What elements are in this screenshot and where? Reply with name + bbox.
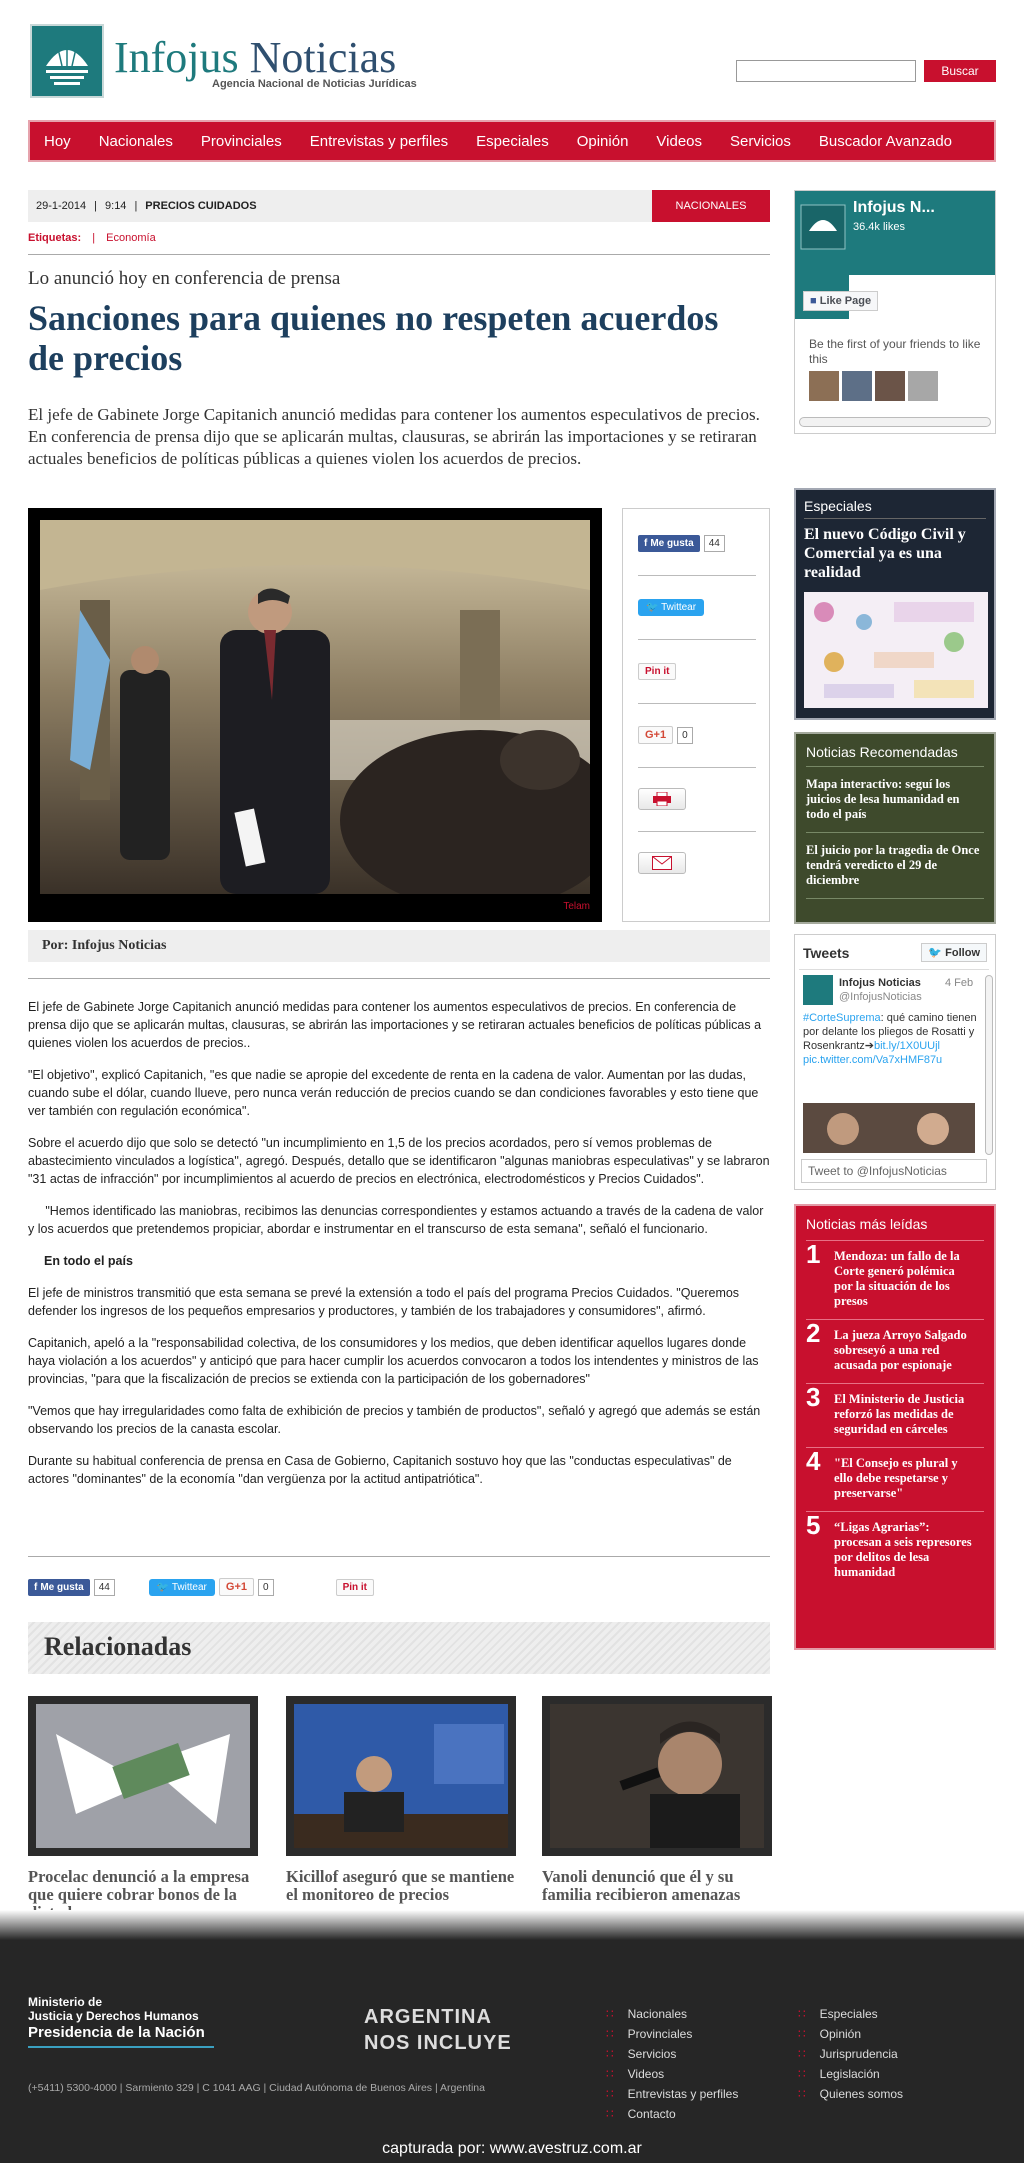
related-title: Relacionadas	[44, 1632, 192, 1661]
related-header	[28, 1622, 770, 1674]
fb-like-label: Me gusta	[650, 537, 694, 549]
footer-fade	[0, 1910, 1024, 1940]
article-kicker: Lo anunció hoy en conferencia de prensa	[28, 268, 341, 289]
nav-item-provinciales[interactable]: Provinciales	[200, 132, 282, 150]
divider	[638, 639, 756, 640]
footer-link[interactable]: ∷ Entrevistas y perfiles	[606, 2084, 738, 2104]
fb-like-button[interactable]	[638, 535, 700, 552]
footer-link[interactable]: ∷ Legislación	[798, 2064, 903, 2084]
facebook-page-widget	[794, 190, 996, 434]
tweet-handle[interactable]: @InfojusNoticias	[839, 991, 922, 1003]
mas-leida-title[interactable]: “Ligas Agrarias”: procesan a seis represores por delitos de lesa humanidad	[834, 1520, 972, 1579]
divider	[28, 1556, 770, 1557]
related-card[interactable]	[542, 1696, 772, 1904]
pin-it-button[interactable]: Pin it	[336, 1579, 374, 1596]
especiales-image[interactable]	[804, 592, 988, 708]
especiales-title[interactable]: El nuevo Código Civil y Comercial ya es una realidad	[804, 526, 966, 581]
search-button[interactable]: Buscar	[924, 60, 996, 82]
logo-second: Noticias	[249, 33, 397, 82]
divider	[28, 2046, 214, 2048]
article-lead: El jefe de Gabinete Jorge Capitanich anunció medidas para contener los aumentos especulativos de precios. En conferencia de prensa dijo que se aplicarán multas, clausuras, se abrirán las importaciones y se retiraran actuales beneficios de políticas públicas a quienes violen los acuerdos de precios.	[28, 405, 760, 468]
tweet-avatar[interactable]	[803, 975, 833, 1005]
twitter-widget	[638, 597, 704, 617]
tweet-media[interactable]	[803, 1103, 975, 1153]
nav-item-videos[interactable]: Videos	[656, 132, 703, 150]
tags-label: Etiquetas:	[28, 232, 82, 244]
related-title-link[interactable]: Kicillof aseguró que se mantiene el monitoreo de precios	[286, 1867, 515, 1904]
tweet-label: Twittear	[171, 1581, 207, 1593]
tweet-label: Twittear	[661, 601, 697, 613]
body-paragraph: Capitanich, apeló a la "responsabilidad colectiva, de los consumidores y los medios, que deben identificar aquellos lugares donde haya violación a los acuerdos" y anticipó que para hacer cumplir los acuerdos convocaron a todos los intendentes y ministros de las provincias, "para que la fiscalización de precios se extienda con la participación de los gobernadores"	[28, 1336, 759, 1386]
fb-like-count: 44	[94, 1579, 115, 1596]
footer-ministerio[interactable]	[28, 1995, 199, 2023]
recomendada-link[interactable]: El juicio por la tragedia de Once tendrá veredicto el 29 de diciembre	[806, 843, 980, 887]
footer-presidencia[interactable]: Presidencia de la Nación	[28, 2024, 205, 2041]
print-button[interactable]	[638, 788, 686, 810]
article-meta-bar: 29-1-2014 | 9:14 | PRECIOS CUIDADOS	[28, 190, 770, 222]
tags-line: Etiquetas: | Economía	[28, 232, 156, 244]
avatar[interactable]	[908, 371, 938, 401]
related-card[interactable]	[286, 1696, 516, 1904]
facebook-icon: f	[644, 537, 648, 549]
related-image[interactable]	[542, 1696, 772, 1856]
especiales-box	[794, 488, 996, 720]
tweet-link[interactable]: bit.ly/1X0UUjl	[873, 1040, 940, 1052]
tweet-user[interactable]: Infojus Noticias	[839, 977, 921, 989]
related-image[interactable]	[286, 1696, 516, 1856]
tweet-to-input[interactable]: Tweet to @InfojusNoticias	[801, 1159, 987, 1183]
fb-like-label: Me gusta	[40, 1581, 84, 1593]
mas-leidas-box	[794, 1204, 996, 1650]
body-paragraph: El jefe de Gabinete Jorge Capitanich anunció medidas para contener los aumentos especulativos de precios. En conferencia de prensa dijo que se aplicarán multas, clausuras, se abrirán las importaciones y se retiraran actuales beneficios de políticas públicas a quienes violen los acuerdos de precios..	[28, 1000, 762, 1050]
fb-friends-text: Be the first of your friends to like this	[809, 337, 981, 366]
gplus-count: 0	[258, 1579, 274, 1596]
nav-item-especiales[interactable]: Especiales	[476, 132, 549, 150]
recomendadas-box	[794, 732, 996, 924]
tweet-body: : qué camino tienen por delante los pliegos de Rosatti y Rosenkrantz➔	[803, 1012, 977, 1052]
nav-item-buscador[interactable]: Buscador Avanzado	[818, 132, 953, 150]
body-paragraph: El jefe de ministros transmitió que esta semana se prevé la extensión a todo el país del programa Precios Cuidados. "Queremos defender los ingresos de los pequeños empresarios y productores, y también de los trabajadores y consumidores", afirmó.	[28, 1286, 740, 1318]
nav-item-servicios[interactable]: Servicios	[730, 132, 791, 150]
body-paragraph: "Vemos que hay irregularidades como falta de exhibición de precios y también de productos", señaló y agregó que además se están observando los precios de la canasta escolar.	[28, 1404, 761, 1436]
related-image[interactable]	[28, 1696, 258, 1856]
main-nav	[28, 120, 996, 162]
tweet-pic-link[interactable]: pic.twitter.com/Va7xHMF87u	[803, 1054, 943, 1066]
avatar[interactable]	[875, 371, 905, 401]
recomendadas-header: Noticias Recomendadas	[806, 744, 958, 760]
divider	[28, 978, 770, 979]
tag-link[interactable]: Economía	[106, 232, 156, 244]
avatar[interactable]	[809, 371, 839, 401]
bottom-share-bar	[28, 1578, 374, 1596]
nav-item-opinion[interactable]: Opinión	[576, 132, 629, 150]
tweet-button[interactable]	[638, 599, 704, 616]
related-title-link[interactable]: Procelac denunció a la empresa que quiere cobrar bonos de la	[28, 1867, 250, 1904]
footer-argentina-logo[interactable]	[364, 2004, 512, 2056]
pinterest-widget	[638, 661, 676, 681]
category-badge[interactable]: NACIONALES	[652, 190, 770, 222]
footer-links-col1	[606, 2004, 738, 2124]
twitter-icon: 🐦	[928, 947, 943, 959]
mas-leida-title[interactable]: La jueza Arroyo Salgado sobreseyó a una red acusada por espionaje	[834, 1328, 967, 1372]
mas-leida-item[interactable]: 3 El Ministerio de Justicia reforzó las medidas de seguridad en cárceles	[806, 1384, 984, 1448]
site-logo-emblem[interactable]	[30, 24, 104, 98]
facebook-icon: f	[34, 1581, 38, 1593]
nav-item-nacionales[interactable]: Nacionales	[98, 132, 173, 150]
footer-link[interactable]: ∷ Servicios	[606, 2044, 738, 2064]
twitter-icon: 🐦	[156, 1581, 170, 1593]
fb-friend-faces	[809, 371, 938, 401]
divider	[28, 254, 770, 255]
tweet-text	[803, 1011, 979, 1067]
tweets-header: Tweets	[803, 945, 850, 961]
printer-icon	[653, 792, 671, 806]
footer-link[interactable]: ∷ Especiales	[798, 2004, 903, 2024]
fb-page-name[interactable]: Infojus N...	[853, 199, 935, 216]
tweet-scrollbar[interactable]	[985, 975, 993, 1155]
twitter-follow-button[interactable]	[921, 943, 987, 962]
search-input[interactable]	[736, 60, 916, 82]
footer-link[interactable]: ∷ Quienes somos	[798, 2084, 903, 2104]
fb-scrollbar[interactable]	[799, 417, 991, 427]
print-widget	[638, 789, 686, 809]
divider	[638, 831, 756, 832]
email-widget	[638, 853, 686, 873]
related-title-link[interactable]: Vanoli denunció que él y su familia recibieron amenazas	[542, 1867, 741, 1904]
share-panel	[622, 508, 770, 922]
article-headline: Sanciones para quienes no respeten acuerdos de precios	[28, 298, 719, 378]
fb-like-widget	[638, 533, 725, 553]
mas-leida-title[interactable]: El Ministerio de Justicia reforzó las medidas de seguridad en cárceles	[834, 1392, 965, 1436]
mas-leida-item[interactable]: 4 "El Consejo es plural y ello debe respetarse y preservarse"	[806, 1448, 984, 1512]
footer-link[interactable]: ∷ Nacionales	[606, 2004, 738, 2024]
body-paragraph: "El objetivo", explicó Capitanich, "es que nadie se apropie del excedente de renta en la cadena de valor. Aumentan por las dudas, cuando sube el dólar, cuando llueve, pero nunca verán reducción de precios cuando se dan condiciones favorables y esto tiene que ver también con regulación económica".	[28, 1068, 759, 1118]
related-card[interactable]	[28, 1696, 258, 1922]
follow-label: Follow	[945, 947, 980, 959]
twitter-icon: 🐦	[646, 601, 659, 613]
site-logo-text[interactable]	[114, 33, 397, 82]
footer-links-col2	[798, 2004, 903, 2104]
gplus-count: 0	[677, 727, 693, 744]
footer-link[interactable]: ∷ Provinciales	[606, 2024, 738, 2044]
footer-link[interactable]: ∷ Videos	[606, 2064, 738, 2084]
article-photo-frame	[28, 508, 602, 922]
footer-link[interactable]: ∷ Opinión	[798, 2024, 903, 2044]
footer-address: (+5411) 5300-4000 | Sarmiento 329 | C 1041 AAG | Ciudad Autónoma de Buenos Aires | Argentina	[28, 2082, 485, 2094]
tweet-hashtag[interactable]: #CorteSuprema	[803, 1012, 881, 1024]
email-button[interactable]	[638, 852, 686, 874]
envelope-icon	[652, 856, 672, 870]
body-paragraph: "Hemos identificado las maniobras, recibimos las denuncias correspondientes y estamos actuando a través de la cadena de valor y los acuerdos que pretendemos propiciar, abordar e instrumentar en el transcurso de esta semana", señaló el funcionario.	[28, 1204, 767, 1236]
logo-main: Infojus	[114, 33, 239, 82]
fb-like-button[interactable]	[28, 1579, 90, 1596]
mas-leida-item[interactable]: 1 Mendoza: un fallo de la Corte generó polémica por la situación de los presos	[806, 1241, 984, 1320]
article-body	[28, 998, 770, 1502]
mas-leida-title[interactable]: "El Consejo es plural y ello debe respetarse y preservarse"	[834, 1456, 958, 1500]
mas-leida-title[interactable]: Mendoza: un fallo de la Corte generó polémica por la situación de los presos	[834, 1249, 960, 1308]
article-photo[interactable]	[40, 520, 590, 894]
mas-leida-item[interactable]: 2 La jueza Arroyo Salgado sobreseyó a una red acusada por espionaje	[806, 1320, 984, 1384]
gplus-button[interactable]: G+1	[219, 1578, 254, 1596]
divider	[638, 575, 756, 576]
divider	[806, 898, 984, 899]
footer-link[interactable]: ∷ Jurisprudencia	[798, 2044, 903, 2064]
gplus-button[interactable]: G+1	[638, 726, 673, 744]
divider	[638, 767, 756, 768]
avatar[interactable]	[842, 371, 872, 401]
footer-argentina-line2: NOS INCLUYE	[364, 2032, 512, 2054]
facebook-icon: ■	[810, 295, 817, 307]
mas-leidas-header: Noticias más leídas	[806, 1216, 928, 1232]
fb-like-page-button[interactable]	[803, 291, 878, 311]
footer-link[interactable]: ∷ Contacto	[606, 2104, 738, 2124]
body-paragraph: Sobre el acuerdo dijo que solo se detectó "un incumplimiento en 1,5 de los precios acordados, pero sí vemos problemas de abastecimiento vinculados a logística", agregó. Después, detallo que se identificaron "algunas maniobras especulativas" y se labraron "31 actas de infracción" por incumplimientos al acuerdo de precios en electrónica, electrodomésticos y Precios Cuidados".	[28, 1136, 770, 1186]
gplus-widget	[638, 725, 693, 745]
article-section[interactable]: PRECIOS CUIDADOS	[145, 200, 257, 212]
footer-ministerio-line2: Justicia y Derechos Humanos	[28, 2009, 199, 2023]
article-byline: Por: Infojus Noticias	[28, 930, 770, 962]
pin-it-button[interactable]: Pin it	[638, 663, 676, 680]
recomendada-link[interactable]: Mapa interactivo: seguí los juicios de lesa humanidad en todo el país	[806, 777, 960, 821]
tweet-button[interactable]	[149, 1579, 215, 1596]
article-time: 9:14	[105, 200, 127, 212]
footer-argentina-line1: ARGENTINA	[364, 2006, 492, 2028]
especiales-header: Especiales	[804, 498, 872, 514]
divider	[638, 703, 756, 704]
nav-item-hoy[interactable]: Hoy	[44, 132, 71, 150]
twitter-timeline-widget	[794, 934, 996, 1190]
nav-item-entrevistas[interactable]: Entrevistas y perfiles	[309, 132, 449, 150]
mas-leida-item[interactable]: 5 “Ligas Agrarias”: procesan a seis represores por delitos de lesa humanidad	[806, 1510, 972, 1579]
photo-credit: Telam	[563, 901, 590, 912]
logo-subtitle: Agencia Nacional de Noticias Jurídicas	[212, 78, 417, 90]
footer-ministerio-line1: Ministerio de	[28, 1995, 103, 2009]
fb-like-page-label: Like Page	[819, 295, 872, 307]
article-date: 29-1-2014	[36, 200, 87, 212]
body-paragraph: Durante su habitual conferencia de prensa en Casa de Gobierno, Capitanich sostuvo hoy que las "conductas especulativas" de actores "dominantes" de la economía "dan vergüenza por la actitud antipatriótica".	[28, 1454, 732, 1486]
capture-credit: capturada por: www.avestruz.com.ar	[382, 2140, 642, 2157]
tweet-date[interactable]: 4 Feb	[945, 977, 974, 989]
body-subheading: En todo el país	[44, 1254, 133, 1268]
fb-page-likes: 36.4k likes	[853, 221, 905, 233]
fb-like-count: 44	[704, 535, 725, 552]
